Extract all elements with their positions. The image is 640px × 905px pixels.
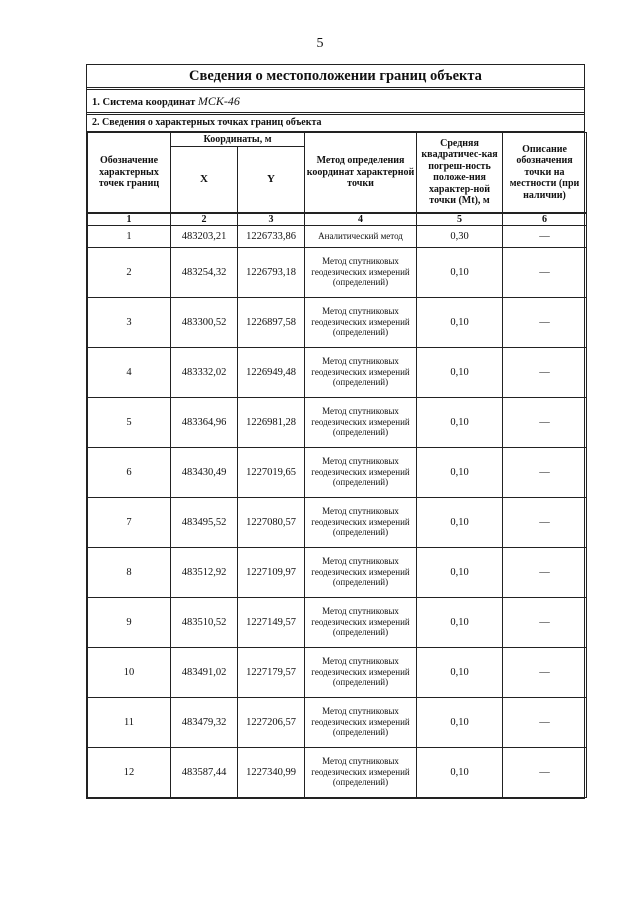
method-cell: Метод спутниковых геодезических измерений (определений) [305,447,417,497]
rms-error-cell: 0,10 [417,647,503,697]
point-number-cell: 1 [88,225,171,247]
page-number: 5 [316,36,324,51]
y-coordinate-cell: 1226949,48 [238,347,305,397]
method-cell: Метод спутниковых геодезических измерений (определений) [305,647,417,697]
description-cell: — [503,747,587,797]
point-number-cell: 9 [88,597,171,647]
description-cell: — [503,597,587,647]
rms-error-cell: 0,10 [417,597,503,647]
point-number-cell: 4 [88,347,171,397]
method-cell: Метод спутниковых геодезических измерений (определений) [305,597,417,647]
coordinate-system-value: МСК-46 [197,94,240,108]
x-coordinate-cell: 483495,52 [171,497,238,547]
rms-error-cell: 0,10 [417,347,503,397]
header-description: Описание обозначения точки на местности (при наличии) [503,133,587,213]
x-coordinate-cell: 483364,96 [171,397,238,447]
document-frame [86,64,585,799]
y-coordinate-cell: 1227206,57 [238,697,305,747]
section-coordinate-system [87,90,584,115]
description-cell: — [503,547,587,597]
table-row [88,747,587,797]
y-coordinate-cell: 1226793,18 [238,247,305,297]
column-number: 2 [171,213,238,226]
x-coordinate-cell: 483491,02 [171,647,238,697]
description-cell: — [503,497,587,547]
x-coordinate-cell: 483510,52 [171,597,238,647]
x-coordinate-cell: 483430,49 [171,447,238,497]
header-y: Y [238,147,305,213]
description-cell: — [503,297,587,347]
description-cell: — [503,447,587,497]
description-cell: — [503,697,587,747]
point-number-cell: 11 [88,697,171,747]
x-coordinate-cell: 483254,32 [171,247,238,297]
method-cell: Метод спутниковых геодезических измерений (определений) [305,397,417,447]
header-method: Метод определения координат характерной точки [305,133,417,213]
rms-error-cell: 0,10 [417,547,503,597]
rms-error-cell: 0,10 [417,497,503,547]
method-cell: Метод спутниковых геодезических измерений (определений) [305,547,417,597]
point-number-cell: 8 [88,547,171,597]
method-cell: Метод спутниковых геодезических измерений (определений) [305,347,417,397]
y-coordinate-cell: 1226897,58 [238,297,305,347]
table-row [88,497,587,547]
rms-error-cell: 0,10 [417,397,503,447]
rms-error-cell: 0,10 [417,247,503,297]
method-cell: Аналитический метод [305,225,417,247]
points-table-body [88,225,587,797]
rms-error-cell: 0,10 [417,747,503,797]
rms-error-cell: 0,30 [417,225,503,247]
method-cell: Метод спутниковых геодезических измерений (определений) [305,497,417,547]
point-number-cell: 10 [88,647,171,697]
point-number-cell: 7 [88,497,171,547]
description-cell: — [503,247,587,297]
column-number: 3 [238,213,305,226]
document-title: Сведения о местоположении границ объекта [87,65,584,90]
header-coordinates: Координаты, м [171,133,305,147]
description-cell: — [503,397,587,447]
y-coordinate-cell: 1226981,28 [238,397,305,447]
method-cell: Метод спутниковых геодезических измерений (определений) [305,297,417,347]
table-row [88,347,587,397]
header-x: X [171,147,238,213]
section-points-heading: 2. Сведения о характерных точках границ объекта [87,115,584,132]
table-row [88,647,587,697]
point-number-cell: 6 [88,447,171,497]
y-coordinate-cell: 1227109,97 [238,547,305,597]
rms-error-cell: 0,10 [417,447,503,497]
column-number: 4 [305,213,417,226]
x-coordinate-cell: 483587,44 [171,747,238,797]
method-cell: Метод спутниковых геодезических измерений (определений) [305,747,417,797]
description-cell: — [503,347,587,397]
x-coordinate-cell: 483332,02 [171,347,238,397]
boundary-document [86,64,585,799]
rms-error-cell: 0,10 [417,697,503,747]
point-number-cell: 12 [88,747,171,797]
y-coordinate-cell: 1227149,57 [238,597,305,647]
y-coordinate-cell: 1226733,86 [238,225,305,247]
column-number: 5 [417,213,503,226]
x-coordinate-cell: 483203,21 [171,225,238,247]
description-cell: — [503,225,587,247]
method-cell: Метод спутниковых геодезических измерений (определений) [305,697,417,747]
description-cell: — [503,647,587,697]
y-coordinate-cell: 1227340,99 [238,747,305,797]
rms-error-cell: 0,10 [417,297,503,347]
y-coordinate-cell: 1227080,57 [238,497,305,547]
header-point-designation: Обозначение характерных точек границ [88,133,171,213]
points-table [87,132,587,798]
method-cell: Метод спутниковых геодезических измерений (определений) [305,247,417,297]
table-row [88,247,587,297]
table-row [88,297,587,347]
table-row [88,697,587,747]
point-number-cell: 3 [88,297,171,347]
point-number-cell: 5 [88,397,171,447]
x-coordinate-cell: 483479,32 [171,697,238,747]
column-number: 1 [88,213,171,226]
table-row [88,397,587,447]
table-row [88,225,587,247]
section-coordinate-system-label: 1. Система координат [92,97,196,108]
y-coordinate-cell: 1227179,57 [238,647,305,697]
x-coordinate-cell: 483512,92 [171,547,238,597]
table-row [88,447,587,497]
column-number: 6 [503,213,587,226]
point-number-cell: 2 [88,247,171,297]
header-rms-error: Средняя квадратичес-кая погреш-ность положе-ния характер-ной точки (Mt), м [417,133,503,213]
x-coordinate-cell: 483300,52 [171,297,238,347]
y-coordinate-cell: 1227019,65 [238,447,305,497]
table-row [88,597,587,647]
table-row [88,547,587,597]
